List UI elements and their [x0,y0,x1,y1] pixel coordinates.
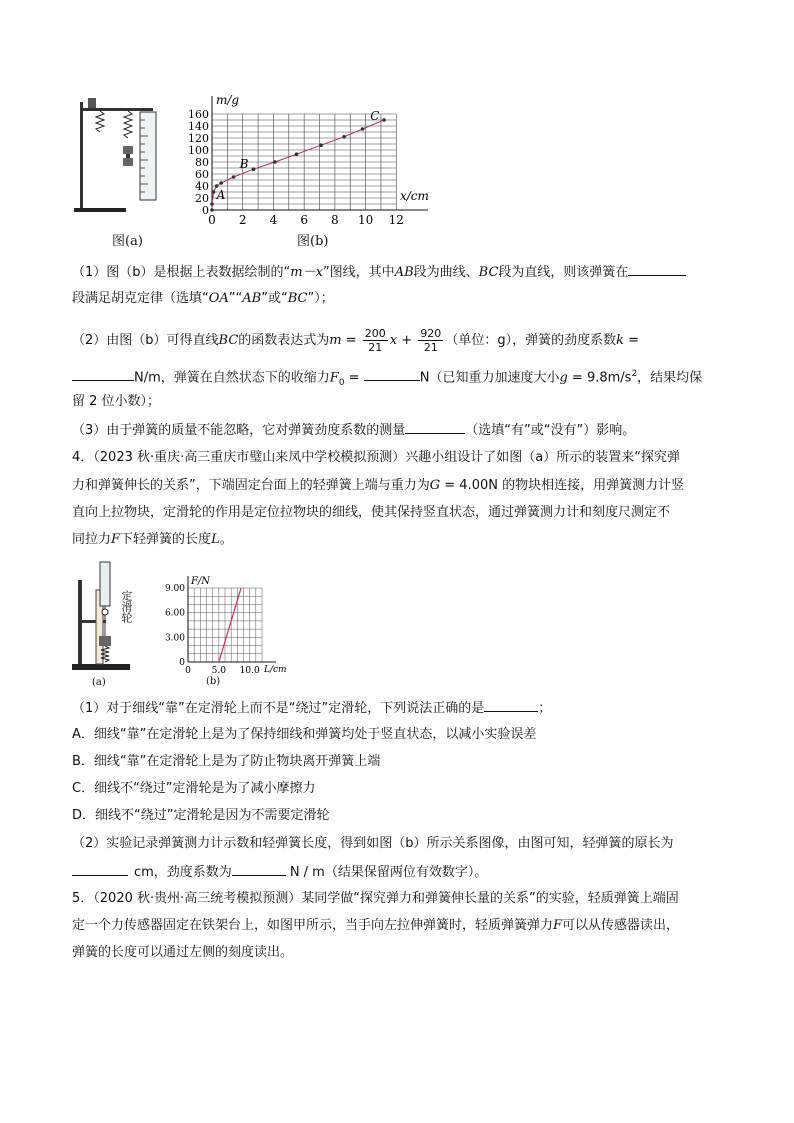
text: （3）由于弹簧的质量不能忽略，它对弹簧劲度系数的测量 [72,423,406,438]
q4-sub2-line2 [72,861,487,883]
text: AB [394,265,414,280]
q3-part1-line2 [72,289,334,309]
text: ； [538,701,552,716]
text: F [111,532,121,547]
answer-blank[interactable] [72,861,128,876]
y-tick-label: 140 [188,120,209,133]
data-line [212,120,384,210]
x-axis-label: x/cm [400,189,429,203]
x-tick-label: 10 [357,213,374,227]
y-tick-label: 80 [195,156,209,169]
text: ，结果均保 [637,370,703,386]
y-tick-label: 100 [188,144,209,157]
text: （2）由图（b）可得直线 [72,333,219,348]
q3-part3 [72,419,635,441]
text: 定一个力传感器固定在铁架台上，如图甲所示，当手向左拉伸弹簧时，轻质弹簧弹力 [72,918,554,933]
text: （选填“有”或“没有”）影响。 [465,423,636,438]
data-point [382,118,386,122]
q4-stem-line3: 直向上拉物块，定滑轮的作用是定位拉物块的细线，使其保持竖直状态，通过弹簧测力计和刻度尺测定不 [72,505,671,520]
text: x [389,333,398,348]
text: OA [208,291,229,306]
text: N/m，弹簧在自然状态下的收缩力 [134,370,330,386]
text: （单位：g），弹簧的劲度系数 [445,333,617,348]
text: 留 2 位小数）； [72,394,161,409]
q4-option-a[interactable]: A．细线“靠”在定滑轮上是为了保持细线和弹簧均处于竖直状态，以减小实验误差 [72,727,537,742]
text: BC [218,333,239,348]
data-point [212,190,216,194]
point-label-c: C [370,109,380,123]
text: g [559,370,568,386]
text: ”或“ [261,291,288,306]
text: N（已知重力加速度大小 [419,370,560,386]
text: cm，劲度系数为 [134,865,232,880]
text: 力和弹簧伸长的关系”，下端固定台面上的轻弹簧上端与重力为 [72,478,430,493]
text: 段为直线，则该弹簧在 [498,265,629,280]
text: m [329,333,342,348]
y-tick-label: 6.00 [164,608,185,619]
q5-stem-line2 [72,916,679,936]
y-tick-label: 3.00 [164,633,185,644]
text: = [341,333,361,348]
data-point [210,202,214,206]
data-point [361,127,365,131]
x-tick-label: 10.0 [239,666,260,676]
q3-part2-line1 [72,324,639,358]
y-tick-label: 40 [195,180,209,193]
text: L [211,532,220,547]
y-tick-label: 120 [188,132,209,145]
y-axis-label: m/g [216,93,240,107]
q5-stem-line3: 弹簧的长度可以通过左侧的刻度读出。 [72,945,294,960]
text: G [429,478,441,493]
answer-blank[interactable] [628,261,686,276]
numerator: 920 [420,327,442,340]
q4-option-c[interactable]: C．细线不“绕过”定滑轮是为了减小摩擦力 [72,781,316,796]
x-tick-label: 5.0 [211,666,226,676]
text: BC [287,291,308,306]
fraction [363,327,388,354]
answer-blank[interactable] [72,366,134,381]
text: + [397,333,417,348]
text: 。 [219,532,233,547]
text: = [344,370,364,386]
text: BC [478,265,499,280]
answer-blank[interactable] [405,419,465,434]
q4-stem-line2 [72,476,684,496]
figure-q4b-caption: (b) [206,676,221,687]
text: 的函数表达式为 [238,333,330,348]
text: ”）； [307,291,334,306]
text: 段为曲线、 [413,265,479,280]
text: （1）对于细线“靠”在定滑轮上而不是“绕过”定滑轮，下列说法正确的是 [72,701,485,716]
x-tick-label: 8 [331,213,339,227]
denominator: 21 [423,341,438,354]
q4-sub2-line1: （2）实验记录弹簧测力计示数和轻弹簧长度，得到如图（b）所示关系图像，由图可知，轻弹簧的原长为 [72,836,674,851]
chart-F-L [160,572,310,676]
denominator: 21 [368,341,383,354]
text: = 9.8m/s [567,370,632,386]
x-tick-label: 0 [185,666,191,676]
data-point [210,208,214,212]
data-point [219,181,223,185]
text: F [329,370,339,386]
x-tick-label: 6 [300,213,308,227]
text: 下轻弹簧的长度 [120,532,212,547]
q3-part1-line1 [72,261,686,283]
answer-blank[interactable] [484,697,538,712]
data-point [295,152,299,156]
text: N / m（结果保留两位有效数字）。 [289,865,488,880]
text: 2 [631,369,638,379]
q4-stem-line1: 4．（2023 秋·重庆·高三重庆市璧山来凤中学校模拟预测）兴趣小组设计了如图（a）所示的装置来“探究弹 [72,450,680,465]
chart-m-x [186,92,446,232]
point-label-a: A [216,188,226,203]
pulley-label: 定滑轮 [120,590,133,623]
text: ”“ [228,291,243,306]
x-tick-label: 2 [238,213,247,227]
figure-a-apparatus [70,96,170,218]
text: 段满足胡克定律（选填“ [72,291,209,306]
numerator: 200 [364,327,386,340]
text: ”图线，其中 [322,265,395,280]
y-tick-label: 9.00 [164,584,185,594]
text: 0 [338,377,345,388]
q4-sub1 [72,697,551,719]
fraction [418,327,443,354]
text: 可以从传感器读出， [562,918,680,933]
y-tick-label: 0 [202,204,209,217]
figure-b-caption: 图(b) [297,234,329,249]
text: （1）图（b）是根据上表数据绘制的“ [72,265,291,280]
point-label-b: B [239,157,249,171]
text: = [623,333,639,348]
text: k [616,333,624,348]
figure-q4a-caption: (a) [92,677,106,688]
q4-stem-line4 [72,530,233,550]
x-tick-label: 0 [208,213,216,227]
y-axis-label: F/N [191,576,211,587]
y-tick-label: 160 [188,108,209,121]
answer-blank[interactable] [232,861,286,876]
q3-part2-line3 [72,392,160,412]
y-tick-label: 60 [195,168,209,181]
text: 同拉力 [72,532,112,547]
x-tick-label: 4 [269,213,278,227]
q4-option-d[interactable]: D．细线不“绕过”定滑轮是因为不需要定滑轮 [72,808,330,823]
text: F [553,918,563,933]
y-tick-label: 0 [179,658,185,668]
x-axis-label: L/cm [264,665,287,675]
q5-stem-line1: 5．（2020 秋·贵州·高三统考模拟预测）某同学做“探究弹力和弹簧伸长量的关系”的实验，轻质弹簧上端固 [72,891,679,906]
data-point [319,143,323,147]
data-point [232,175,236,179]
data-line [219,588,241,662]
q3-part2-line2 [72,364,702,393]
y-tick-label: 20 [195,192,209,205]
data-point [273,160,277,164]
data-point [252,167,256,171]
text: = 4.00N 的物块相连接，用弹簧测力计竖 [440,478,685,493]
q4-option-b[interactable]: B．细线“靠”在定滑轮上是为了防止物块离开弹簧上端 [72,754,381,769]
figure-a-caption: 图(a) [112,234,143,249]
x-tick-label: 12 [388,213,404,227]
text: AB [242,291,262,306]
answer-blank[interactable] [364,366,420,381]
text: m－x [290,265,323,280]
data-point [342,135,346,139]
